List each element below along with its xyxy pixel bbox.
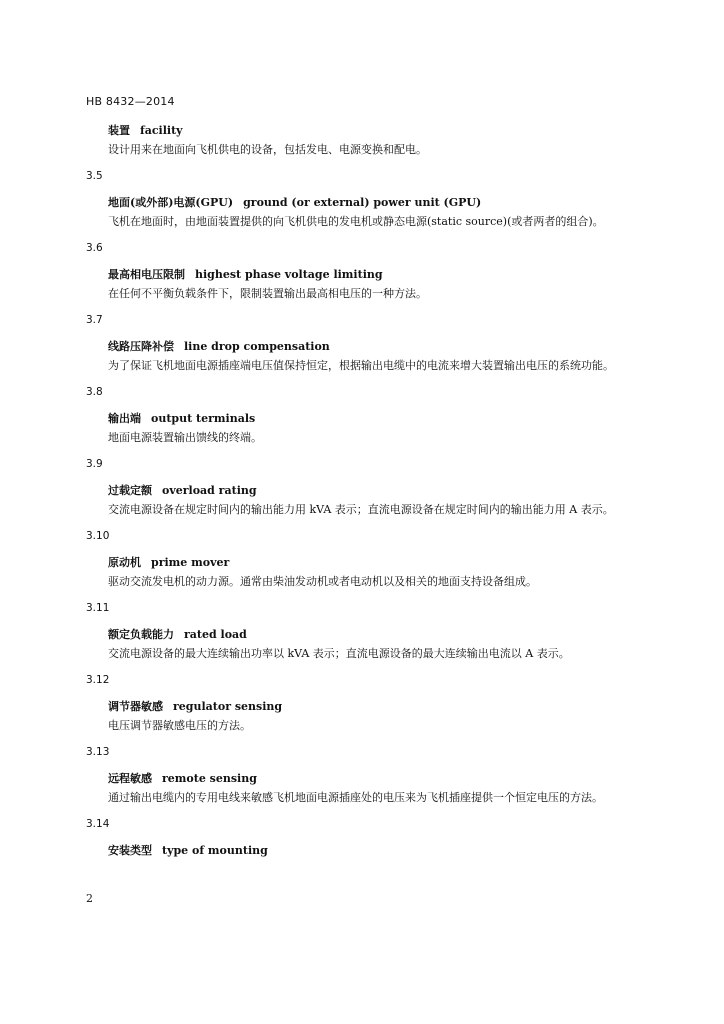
term-definition: 为了保证飞机地面电源插座端电压值保持恒定，根据输出电缆中的电流来增大装置输出电压的系统功能。 — [108, 359, 614, 372]
clause-number: 3.5 — [86, 170, 103, 182]
term-definition: 驱动交流发电机的动力源。通常由柴油发动机或者电动机以及相关的地面支持设备组成。 — [108, 575, 537, 588]
term-english: facility — [140, 124, 183, 137]
term-heading — [86, 338, 626, 356]
term-chinese: 过载定额 — [108, 484, 152, 497]
term-definition: 设计用来在地面向飞机供电的设备，包括发电、电源变换和配电。 — [108, 143, 427, 156]
standard-code-header: HB 8432—2014 — [86, 95, 175, 108]
term-entry — [86, 384, 626, 448]
clause-number: 3.6 — [86, 242, 103, 254]
term-chinese: 输出端 — [108, 412, 141, 425]
term-entry — [86, 744, 626, 808]
clause-number: 3.12 — [86, 674, 110, 686]
term-heading — [86, 554, 626, 572]
term-heading — [86, 266, 626, 284]
term-entry — [86, 456, 626, 520]
term-entry — [86, 312, 626, 376]
term-english: rated load — [184, 628, 247, 641]
clause-number: 3.7 — [86, 314, 103, 326]
term-chinese: 最高相电压限制 — [108, 268, 185, 281]
clause-number: 3.9 — [86, 458, 103, 470]
term-definition: 电压调节器敏感电压的方法。 — [108, 719, 251, 732]
term-english: ground (or external) power unit (GPU) — [243, 196, 482, 209]
term-heading — [86, 194, 626, 212]
term-chinese: 原动机 — [108, 556, 141, 569]
term-entry — [86, 816, 626, 860]
term-definition: 通过输出电缆内的专用电线来敏感飞机地面电源插座处的电压来为飞机插座提供一个恒定电压的方法。 — [108, 791, 603, 804]
term-english: line drop compensation — [184, 340, 330, 353]
term-definition: 交流电源设备在规定时间内的输出能力用 kVA 表示；直流电源设备在规定时间内的输出能力用 A 表示。 — [108, 503, 614, 516]
term-heading — [86, 842, 626, 860]
term-chinese: 远程敏感 — [108, 772, 152, 785]
term-definition: 交流电源设备的最大连续输出功率以 kVA 表示；直流电源设备的最大连续输出电流以 A 表示。 — [108, 647, 570, 660]
term-heading — [86, 698, 626, 716]
term-definition: 飞机在地面时，由地面装置提供的向飞机供电的发电机或静态电源(static source)(或者两者的组合)。 — [108, 215, 604, 228]
clause-number: 3.10 — [86, 530, 110, 542]
term-heading — [86, 410, 626, 428]
term-definition: 在任何不平衡负载条件下，限制装置输出最高相电压的一种方法。 — [108, 287, 427, 300]
term-entry — [86, 240, 626, 304]
term-english: remote sensing — [162, 772, 257, 785]
term-heading — [86, 482, 626, 500]
term-english: regulator sensing — [173, 700, 283, 713]
clause-number: 3.8 — [86, 386, 103, 398]
term-chinese: 额定负载能力 — [108, 628, 174, 641]
term-entry — [86, 168, 626, 232]
term-chinese: 安装类型 — [108, 844, 152, 857]
clause-number: 3.11 — [86, 602, 110, 614]
term-english: type of mounting — [162, 844, 268, 857]
page-number: 2 — [86, 892, 93, 905]
clause-number: 3.13 — [86, 746, 110, 758]
term-entry — [86, 672, 626, 736]
term-entry — [86, 122, 626, 160]
term-heading — [86, 770, 626, 788]
term-chinese: 调节器敏感 — [108, 700, 163, 713]
term-chinese: 装置 — [108, 124, 130, 137]
term-entry — [86, 528, 626, 592]
term-entry — [86, 600, 626, 664]
clause-number: 3.14 — [86, 818, 110, 830]
term-chinese: 地面(或外部)电源(GPU) — [108, 196, 234, 209]
term-chinese: 线路压降补偿 — [108, 340, 174, 353]
terms-list — [86, 122, 626, 860]
term-english: overload rating — [162, 484, 257, 497]
term-heading — [86, 122, 626, 140]
term-heading — [86, 626, 626, 644]
term-english: highest phase voltage limiting — [195, 268, 383, 281]
term-english: output terminals — [151, 412, 256, 425]
term-english: prime mover — [151, 556, 230, 569]
term-definition: 地面电源装置输出馈线的终端。 — [108, 431, 262, 444]
